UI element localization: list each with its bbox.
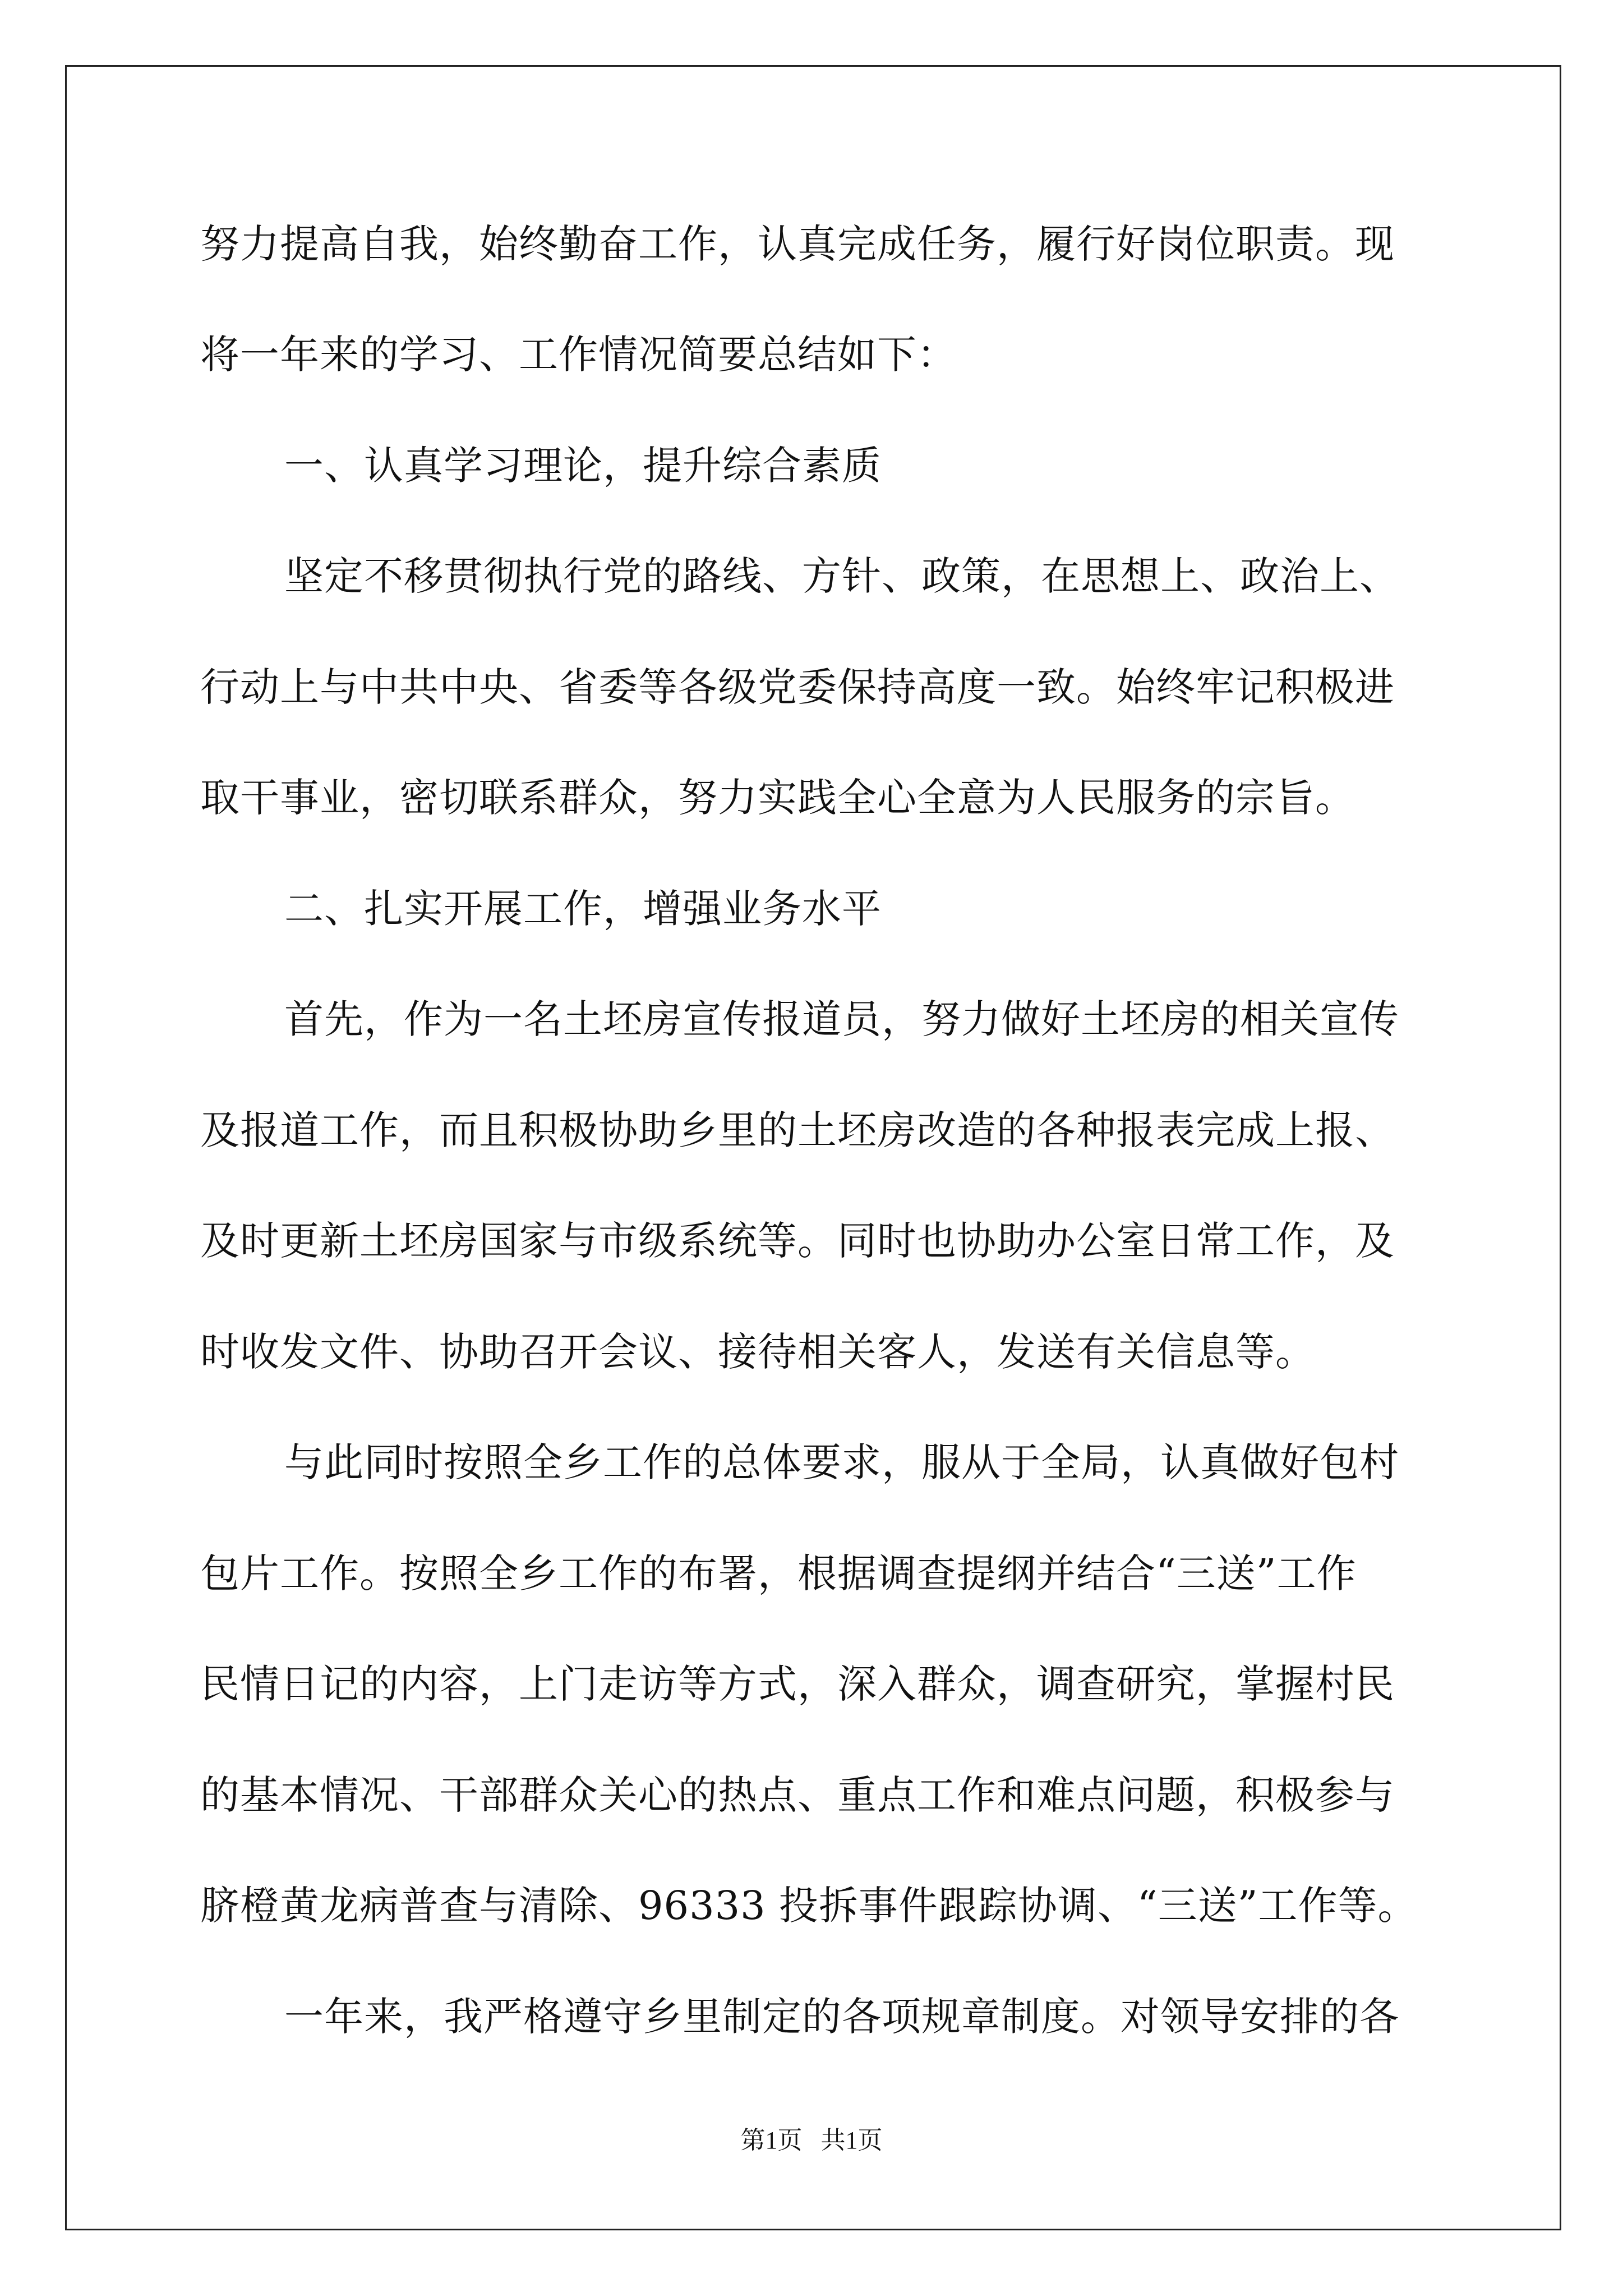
text-line: 民情日记的内容，上门走访等方式，深入群众，调查研究，掌握村民	[200, 1661, 1395, 1707]
section-heading: 二、扎实开展工作，增强业务水平	[284, 886, 882, 932]
text-line: 坚定不移贯彻执行党的路线、方针、政策，在思想上、政治上、	[284, 553, 1399, 599]
text-line: 及时更新土坯房国家与市级系统等。同时也协助办公室日常工作，及	[200, 1218, 1395, 1264]
text-line: 将一年来的学习、工作情况简要总结如下：	[200, 332, 957, 378]
page-footer: 第1页 共1页	[740, 2127, 883, 2154]
text-line: 时收发文件、协助召开会议、接待相关客人，发送有关信息等。	[200, 1329, 1315, 1375]
text-line: 包片工作。按照全乡工作的布署，根据调查提纲并结合“三送”工作	[200, 1550, 1357, 1596]
text-line: 与此同时按照全乡工作的总体要求，服从于全局，认真做好包村	[284, 1439, 1399, 1485]
text-line: 脐橙黄龙病普查与清除、96333 投拆事件跟踪协调、“三送”工作等。	[200, 1883, 1418, 1929]
text-line: 的基本情况、干部群众关心的热点、重点工作和难点问题，积极参与	[200, 1772, 1395, 1818]
text-line: 首先，作为一名土坯房宣传报道员，努力做好土坯房的相关宣传	[284, 996, 1399, 1042]
text-line: 努力提高自我，始终勤奋工作，认真完成任务，履行好岗位职责。现	[200, 221, 1395, 267]
text-line: 及报道工作，而且积极协助乡里的土坯房改造的各种报表完成上报、	[200, 1107, 1395, 1153]
text-line: 行动上与中共中央、省委等各级党委保持高度一致。始终牢记积极进	[200, 664, 1395, 710]
section-heading: 一、认真学习理论，提升综合素质	[284, 443, 882, 489]
text-line: 取干事业，密切联系群众，努力实践全心全意为人民服务的宗旨。	[200, 775, 1355, 821]
text-line: 一年来，我严格遵守乡里制定的各项规章制度。对领导安排的各	[284, 1994, 1399, 2040]
